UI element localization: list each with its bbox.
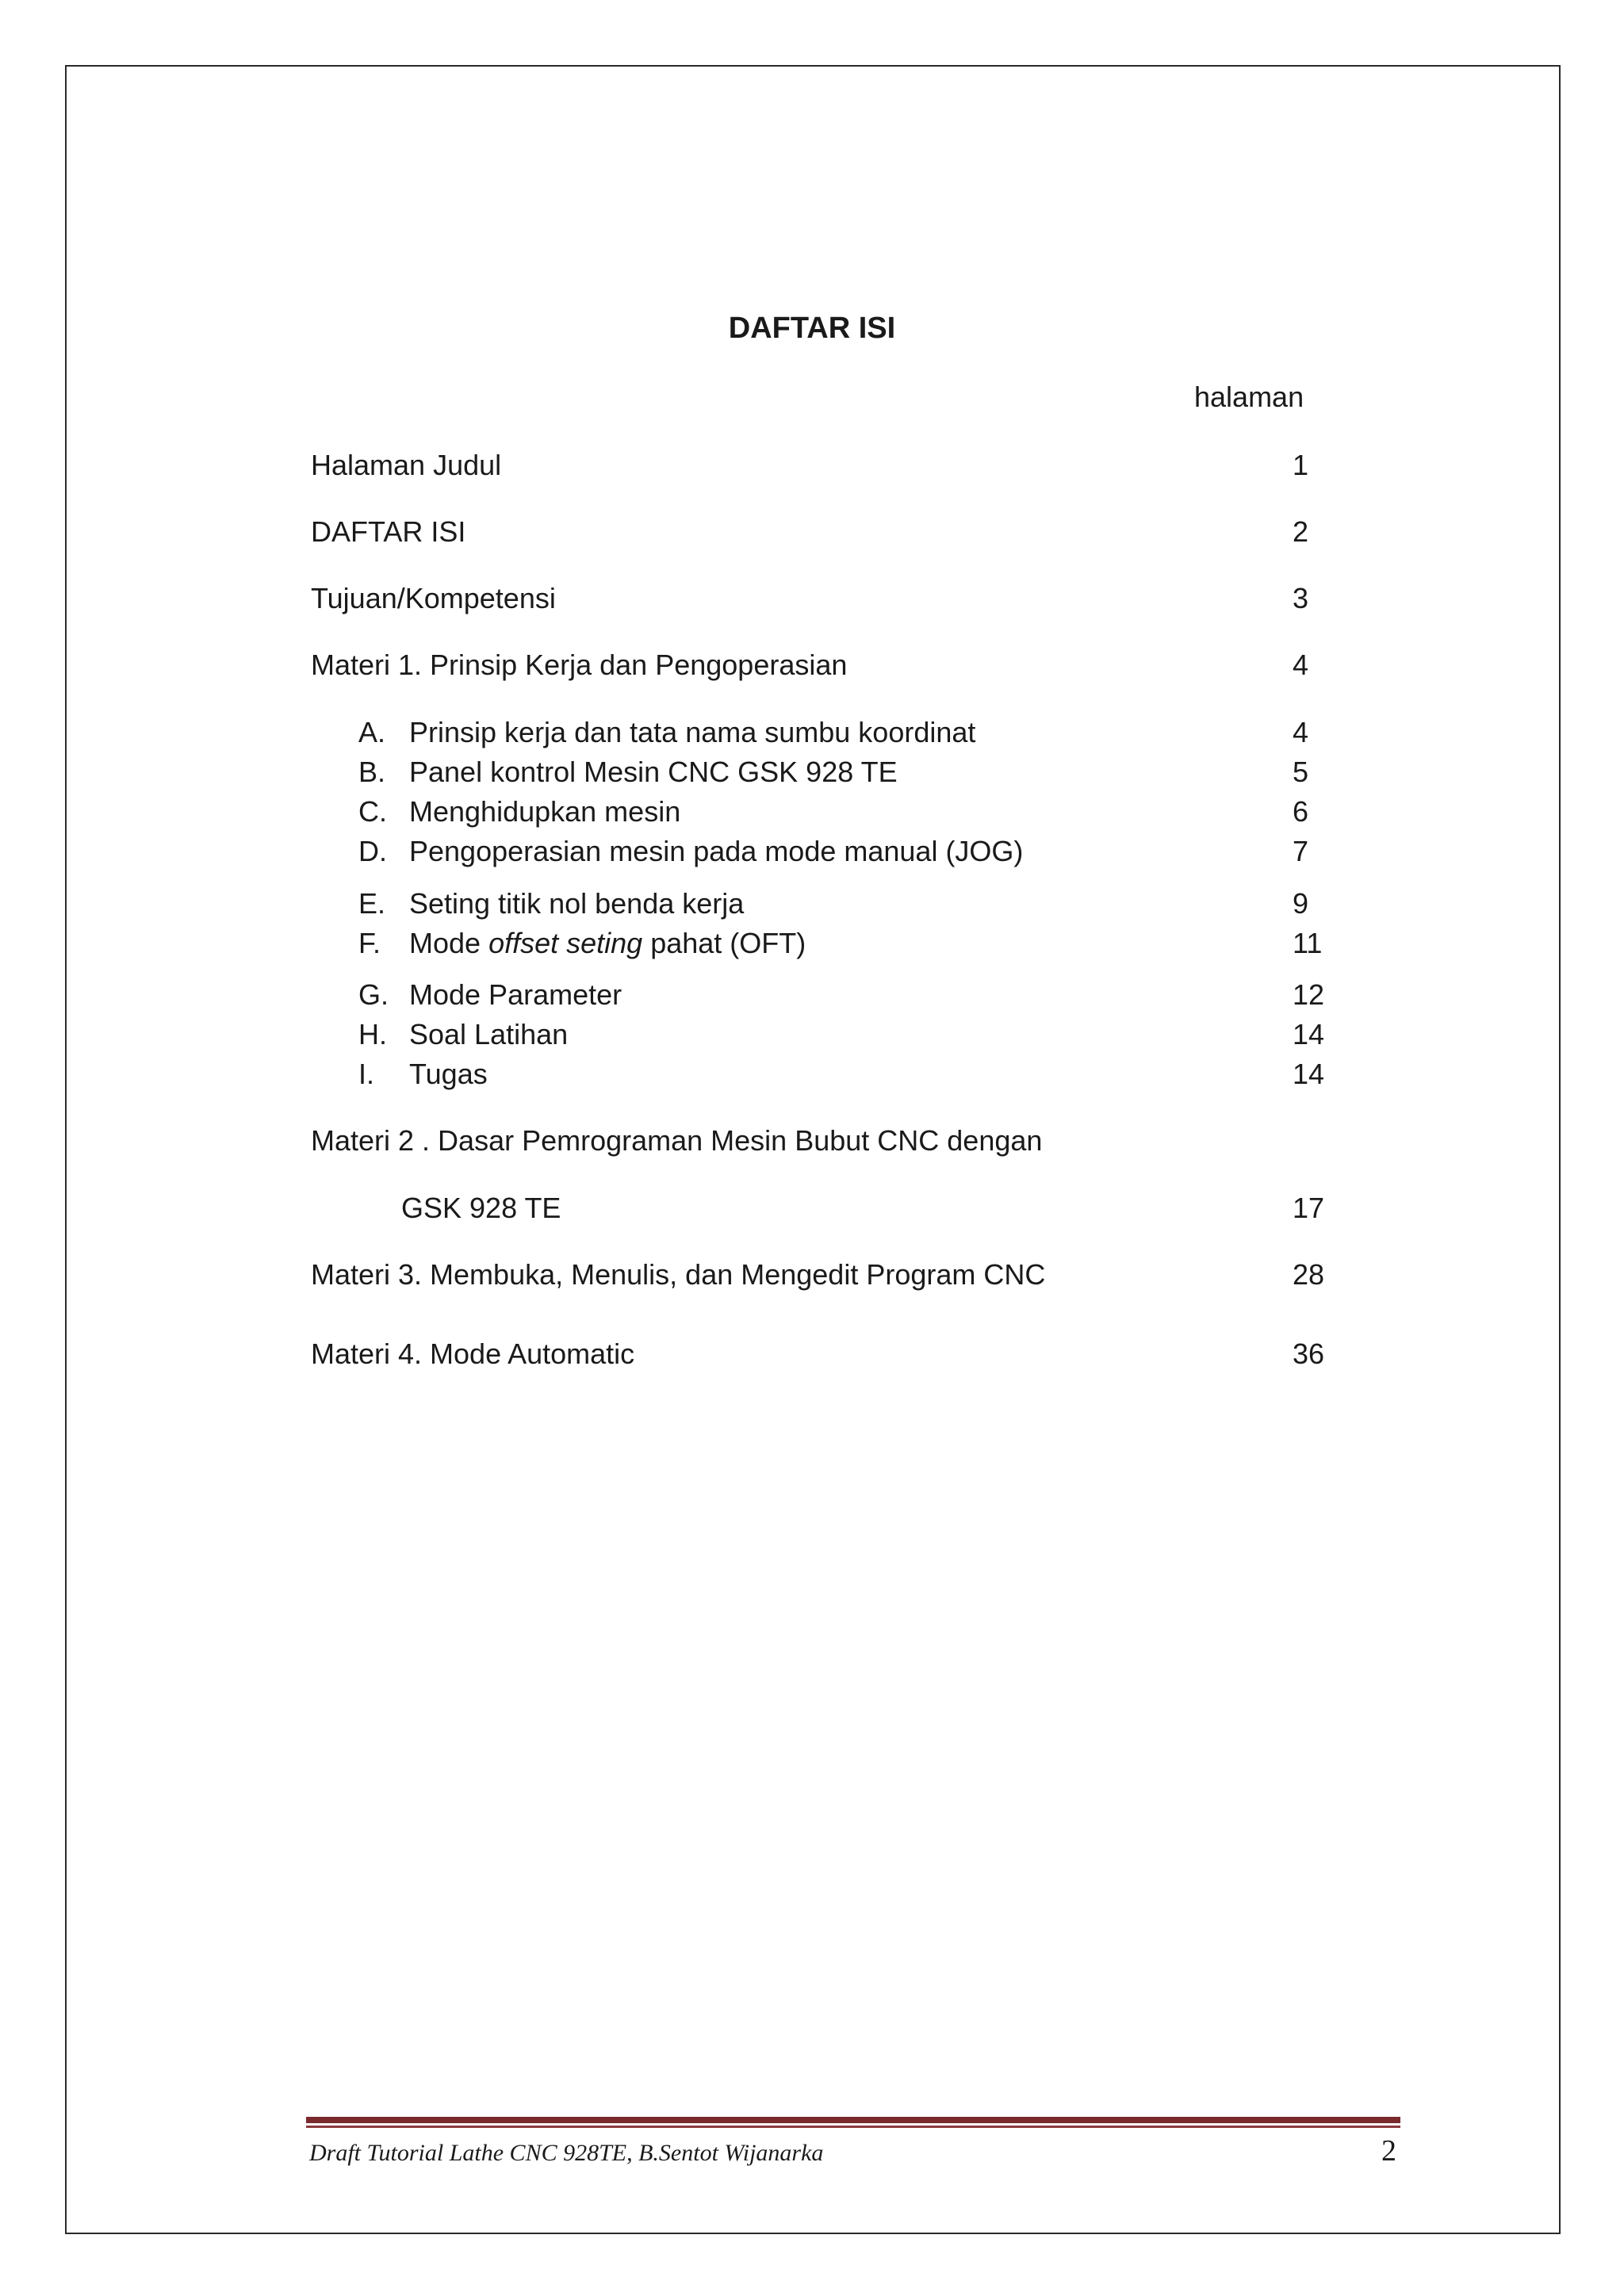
- toc-subentry-text: Mode Parameter: [409, 978, 622, 1011]
- toc-entry-page: 5: [1293, 756, 1309, 788]
- toc-subentry-text-before: Mode: [409, 927, 489, 959]
- toc-subentry-f[interactable]: [0, 927, 1624, 960]
- toc-entry-page: 14: [1293, 1058, 1325, 1090]
- toc-subentry-letter: B.: [358, 756, 386, 788]
- toc-subentry-d[interactable]: [0, 835, 1624, 868]
- toc-subentry-text: Pengoperasian mesin pada mode manual (JOG): [409, 835, 1024, 867]
- toc-entry-page: 12: [1293, 978, 1325, 1011]
- toc-entry-page: 11: [1293, 927, 1323, 959]
- toc-entry-daftar-isi[interactable]: [0, 515, 1624, 549]
- toc-entry-materi-1[interactable]: [0, 649, 1624, 682]
- page-column-heading: halaman: [1194, 381, 1304, 413]
- toc-entry-materi-2-continued[interactable]: [0, 1192, 1624, 1225]
- footer-page-number: 2: [1381, 2134, 1396, 2168]
- toc-entry-page: 6: [1293, 795, 1309, 828]
- toc-entry-page: 4: [1293, 716, 1309, 748]
- toc-subentry-letter: I.: [358, 1058, 375, 1090]
- toc-entry-text: Halaman Judul: [311, 449, 502, 481]
- toc-subentry-letter: F.: [358, 927, 381, 959]
- toc-subentry-g[interactable]: [0, 978, 1624, 1012]
- toc-entry-page: 9: [1293, 887, 1309, 920]
- toc-entry-text: Tujuan/Kompetensi: [311, 582, 556, 614]
- toc-subentry-text: Prinsip kerja dan tata nama sumbu koordinat: [409, 716, 976, 748]
- document-title: DAFTAR ISI: [728, 312, 896, 345]
- toc-entry-page: 1: [1293, 449, 1309, 481]
- toc-subentry-text: Tugas: [409, 1058, 488, 1090]
- toc-subentry-text-italic: offset seting: [488, 927, 643, 959]
- toc-subentry-a[interactable]: [0, 716, 1624, 749]
- toc-subentry-text: Panel kontrol Mesin CNC GSK 928 TE: [409, 756, 898, 788]
- toc-subentry-text: Soal Latihan: [409, 1018, 569, 1050]
- footer-rule-thin: [306, 2126, 1400, 2128]
- toc-subentry-b[interactable]: [0, 756, 1624, 789]
- toc-entry-page: 28: [1293, 1258, 1325, 1291]
- footer-rule: [306, 2117, 1400, 2123]
- toc-entry-page: 2: [1293, 515, 1309, 548]
- toc-entry-text: GSK 928 TE: [401, 1192, 561, 1224]
- toc-entry-materi-2[interactable]: [0, 1124, 1624, 1158]
- toc-subentry-letter: D.: [358, 835, 387, 867]
- toc-entry-page: 17: [1293, 1192, 1325, 1224]
- toc-entry-page: 36: [1293, 1337, 1325, 1370]
- toc-entry-materi-3[interactable]: [0, 1258, 1624, 1292]
- toc-subentry-i[interactable]: [0, 1058, 1624, 1091]
- toc-subentry-e[interactable]: [0, 887, 1624, 920]
- toc-entry-text: Materi 2 . Dasar Pemrograman Mesin Bubut CNC dengan: [311, 1124, 1043, 1157]
- toc-entry-text: Materi 3. Membuka, Menulis, dan Mengedit Program CNC: [311, 1258, 1046, 1291]
- toc-subentry-letter: E.: [358, 887, 386, 920]
- toc-entry-page: 3: [1293, 582, 1309, 614]
- toc-subentry-letter: G.: [358, 978, 389, 1011]
- toc-subentry-letter: A.: [358, 716, 386, 748]
- toc-subentry-h[interactable]: [0, 1018, 1624, 1051]
- toc-subentry-text: Menghidupkan mesin: [409, 795, 681, 828]
- toc-entry-page: 14: [1293, 1018, 1325, 1050]
- toc-entry-tujuan[interactable]: [0, 582, 1624, 615]
- toc-subentry-text: Seting titik nol benda kerja: [409, 887, 745, 920]
- toc-entry-page: 4: [1293, 649, 1309, 681]
- footer-text: Draft Tutorial Lathe CNC 928TE, B.Sentot Wijanarka: [309, 2140, 824, 2166]
- toc-subentry-text-after: pahat (OFT): [642, 927, 806, 959]
- toc-entry-halaman-judul[interactable]: [0, 449, 1624, 482]
- toc-entry-page: 7: [1293, 835, 1309, 867]
- toc-entry-materi-4[interactable]: [0, 1337, 1624, 1371]
- toc-subentry-letter: C.: [358, 795, 387, 828]
- toc-subentry-c[interactable]: [0, 795, 1624, 828]
- toc-subentry-letter: H.: [358, 1018, 387, 1050]
- toc-entry-text: Materi 4. Mode Automatic: [311, 1337, 635, 1370]
- toc-subentry-text: [409, 927, 806, 960]
- toc-entry-text: Materi 1. Prinsip Kerja dan Pengoperasian: [311, 649, 848, 681]
- toc-entry-text: DAFTAR ISI: [311, 515, 466, 548]
